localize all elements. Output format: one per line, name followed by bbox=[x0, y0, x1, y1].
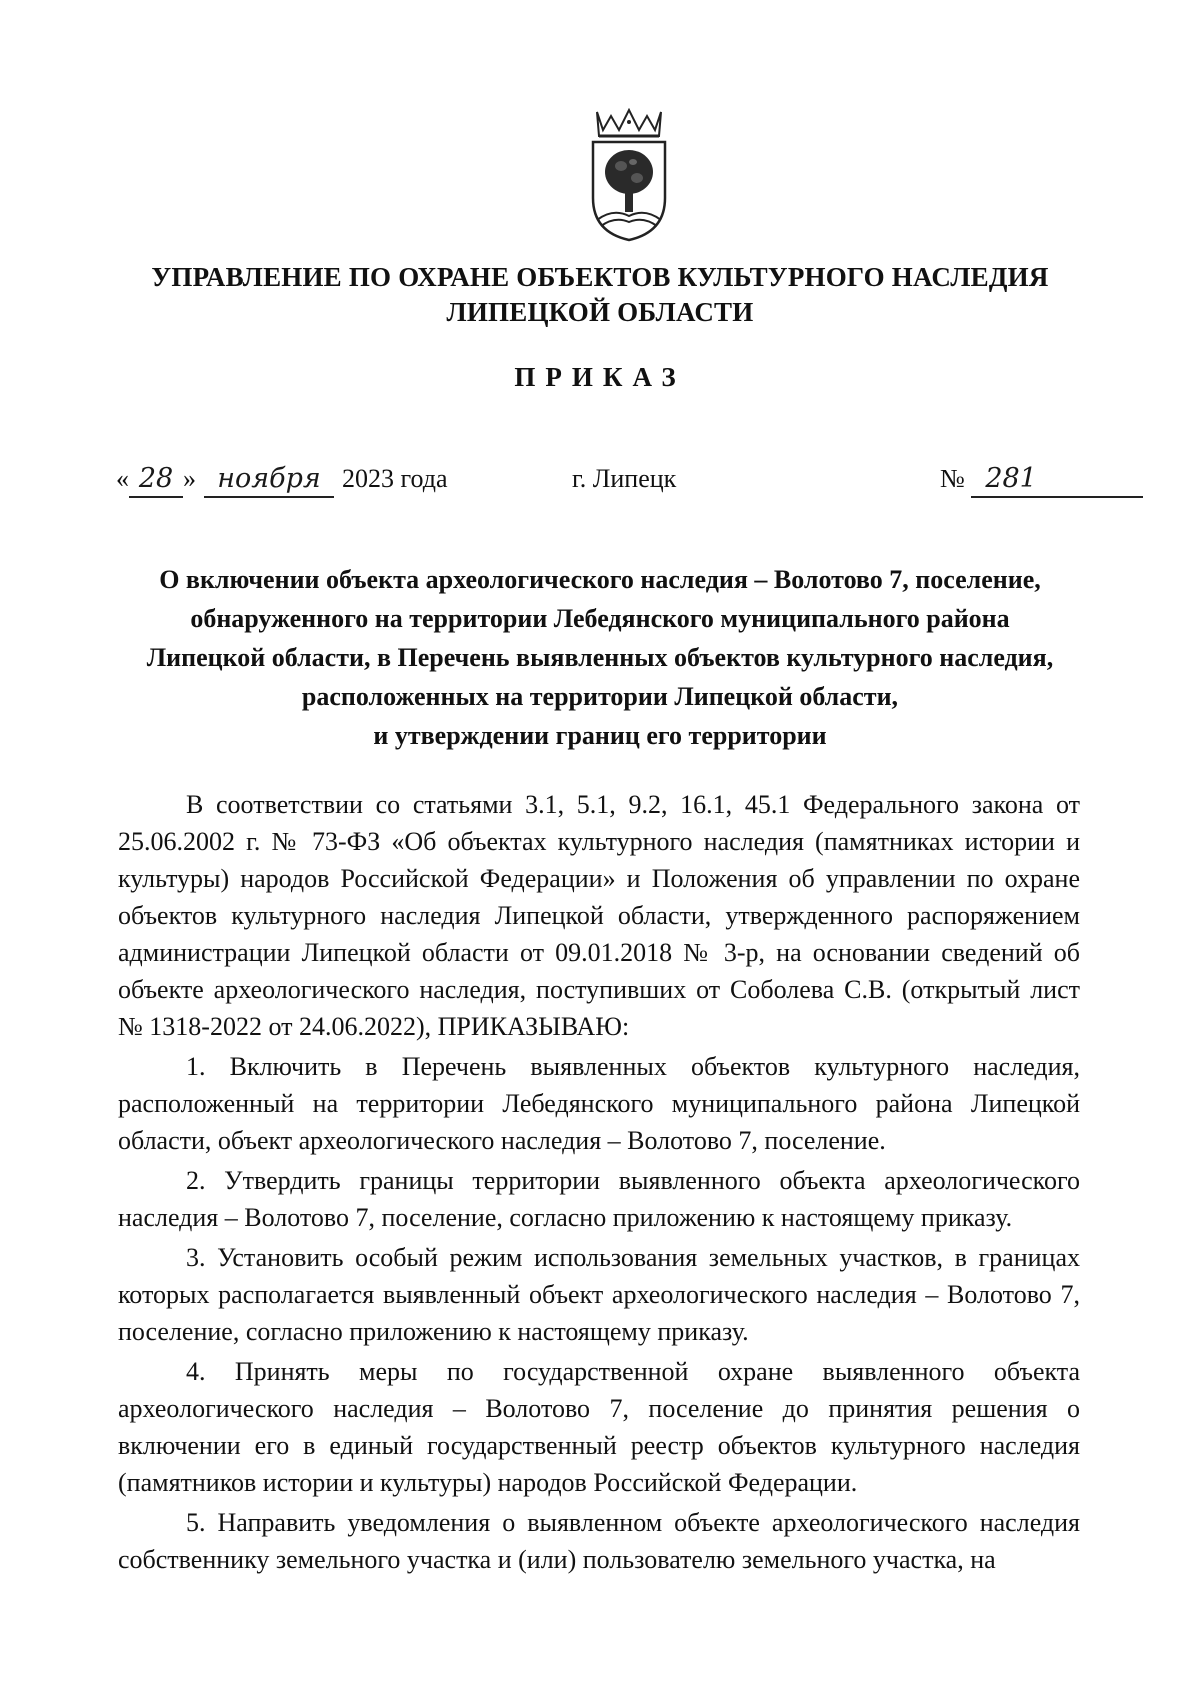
order-item-5: 5. Направить уведомления о выявленном объекте археологического наследия собственнику земельного участка и (или) пользователю земельного участка, на bbox=[118, 1508, 1080, 1574]
date-day: 28 bbox=[129, 462, 183, 498]
title-line-1: О включении объекта археологического наследия – Волотово 7, поселение, bbox=[159, 565, 1041, 594]
order-item-3: 3. Установить особый режим использования земельных участков, в границах которых располагается выявленный объект археологического наследия – Волотово 7, поселение, согласно приложению к настоящему приказу. bbox=[118, 1243, 1080, 1346]
date-close-quote: » bbox=[183, 464, 196, 493]
agency-name-line-1: УПРАВЛЕНИЕ ПО ОХРАНЕ ОБЪЕКТОВ КУЛЬТУРНОГО НАСЛЕДИЯ bbox=[151, 262, 1049, 292]
order-date bbox=[116, 462, 448, 498]
number-value: 281 bbox=[971, 462, 1143, 498]
order-city: г. Липецк bbox=[572, 464, 677, 493]
title-line-4: расположенных на территории Липецкой области, bbox=[301, 682, 899, 711]
date-month: ноября bbox=[204, 462, 334, 498]
order-title bbox=[100, 560, 1100, 755]
title-line-2: обнаруженного на территории Лебедянского муниципального района bbox=[190, 604, 1010, 633]
agency-name bbox=[0, 260, 1200, 330]
order-body bbox=[118, 786, 1080, 1578]
date-year: 2023 года bbox=[342, 464, 448, 493]
document-type: ПРИКАЗ bbox=[514, 362, 686, 392]
order-item-4: 4. Принять меры по государственной охране выявленного объекта археологического наследия – Волотово 7, поселение до принятия решения о включении его в единый государственный реестр объектов культурного наследия (памятников истории и культуры) народов Российской Федерации. bbox=[118, 1357, 1080, 1497]
order-item-2: 2. Утвердить границы территории выявленного объекта археологического наследия – Волотово 7, поселение, согласно приложению к настоящему приказу. bbox=[118, 1166, 1080, 1232]
order-item-1: 1. Включить в Перечень выявленных объектов культурного наследия, расположенный на территории Лебедянского муниципального района Липецкой области, объект археологического наследия – Волотово 7, поселение. bbox=[118, 1052, 1080, 1155]
date-open-quote: « bbox=[116, 464, 129, 493]
coat-of-arms-emblem bbox=[587, 108, 671, 244]
agency-name-line-2: ЛИПЕЦКОЙ ОБЛАСТИ bbox=[446, 297, 754, 327]
preamble-paragraph: В соответствии со статьями 3.1, 5.1, 9.2, 16.1, 45.1 Федерального закона от 25.06.2002 г. № 73-ФЗ «Об объектах культурного наследия (памятниках истории и культуры) народов Российской Федерации» и Положения об управлении по охране объектов культурного наследия Липецкой области, утвержденного распоряжением администрации Липецкой области от 09.01.2018 № 3-р, на основании сведений об объекте археологического наследия, поступивших от Соболева С.В. (открытый лист № 1318-2022 от 24.06.2022), ПРИКАЗЫВАЮ: bbox=[118, 790, 1080, 1041]
number-prefix: № bbox=[940, 464, 965, 493]
title-line-3: Липецкой области, в Перечень выявленных объектов культурного наследия, bbox=[146, 643, 1054, 672]
order-number bbox=[940, 462, 1143, 498]
title-line-5: и утверждении границ его территории bbox=[373, 721, 827, 750]
